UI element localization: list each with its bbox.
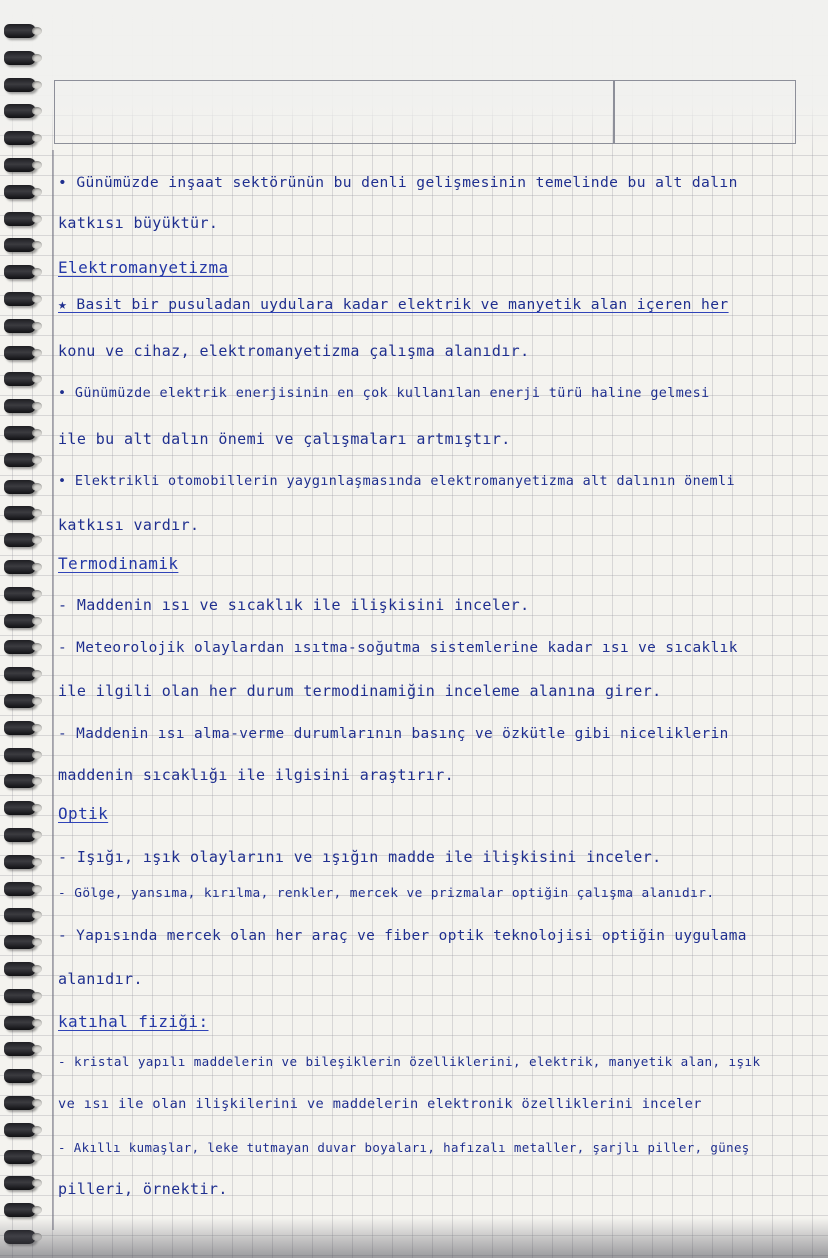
spiral-ring [4,721,36,735]
spiral-binding [0,0,48,1258]
spiral-ring [4,882,36,896]
note-line: konu ve cihaz, elektromanyetizma çalışma alanıdır. [58,342,530,360]
spiral-ring [4,640,36,654]
spiral-ring [4,426,36,440]
spiral-ring [4,506,36,520]
spiral-ring [4,372,36,386]
note-line: ile ilgili olan her durum termodinamiğin inceleme alanına girer. [58,682,662,700]
section-heading-optics: Optik [58,804,109,823]
spiral-ring [4,480,36,494]
note-line: ★ Basit bir pusuladan uydulara kadar elektrik ve manyetik alan içeren her [58,296,729,313]
spiral-ring [4,694,36,708]
spiral-ring [4,1123,36,1137]
spiral-ring [4,801,36,815]
note-line: ile bu alt dalın önemi ve çalışmaları artmıştır. [58,430,511,448]
spiral-ring [4,1150,36,1164]
spiral-ring [4,51,36,65]
spiral-ring [4,104,36,118]
spiral-ring [4,774,36,788]
spiral-ring [4,533,36,547]
spiral-ring [4,587,36,601]
note-line: - kristal yapılı maddelerin ve bileşiklerin özelliklerini, elektrik, manyetik alan, ışık [58,1054,761,1069]
section-heading-electromagnetism: Elektromanyetizma [58,258,229,277]
spiral-ring [4,667,36,681]
spiral-ring [4,614,36,628]
spiral-ring [4,962,36,976]
spiral-ring [4,1016,36,1030]
note-line: - Akıllı kumaşlar, leke tutmayan duvar boyaları, hafızalı metaller, şarjlı piller, güneş [58,1140,750,1155]
spiral-ring [4,265,36,279]
note-line: - Yapısında mercek olan her araç ve fiber optik teknolojisi optiğin uygulama [58,928,747,944]
note-line: • Günümüzde elektrik enerjisinin en çok kullanılan enerji türü haline gelmesi [58,386,710,401]
spiral-ring [4,292,36,306]
spiral-ring [4,453,36,467]
spiral-ring [4,319,36,333]
spiral-ring [4,238,36,252]
spiral-ring [4,989,36,1003]
spiral-ring [4,828,36,842]
spiral-ring [4,1096,36,1110]
note-line: maddenin sıcaklığı ile ilgisini araştırır. [58,766,455,784]
spiral-ring [4,908,36,922]
header-divider [613,81,615,143]
note-line: alanıdır. [58,970,143,988]
note-line: - Maddenin ısı alma-verme durumlarının basınç ve özkütle gibi niceliklerin [58,726,729,742]
spiral-ring [4,185,36,199]
spiral-ring [4,560,36,574]
note-line: ve ısı ile olan ilişkilerini ve maddelerin elektronik özelliklerini inceler [58,1096,702,1112]
spiral-ring [4,1203,36,1217]
spiral-ring [4,346,36,360]
note-line: katkısı vardır. [58,516,200,534]
note-line: katkısı büyüktür. [58,214,219,232]
spiral-ring [4,855,36,869]
note-line: • Elektrikli otomobillerin yaygınlaşmasında elektromanyetizma alt dalının önemli [58,474,735,489]
spiral-ring [4,935,36,949]
note-line: - Gölge, yansıma, kırılma, renkler, mercek ve prizmalar optiğin çalışma alanıdır. [58,886,715,901]
note-line: - Maddenin ısı ve sıcaklık ile ilişkisini inceler. [58,596,530,614]
spiral-ring [4,131,36,145]
note-line: • Günümüzde inşaat sektörünün bu denli gelişmesinin temelinde bu alt dalın [58,174,738,191]
section-heading-thermodynamics: Termodinamik [58,554,179,573]
spiral-ring [4,24,36,38]
note-line: pilleri, örnektir. [58,1180,228,1198]
note-line: - Işığı, ışık olaylarını ve ışığın madde ile ilişkisini inceler. [58,848,662,866]
spiral-ring [4,399,36,413]
page-bottom-shade [0,1218,828,1258]
section-heading-solid-state-physics: katıhal fiziği: [58,1012,209,1031]
spiral-ring [4,1042,36,1056]
spiral-ring [4,78,36,92]
spiral-ring [4,158,36,172]
header-box [54,80,796,144]
note-line: - Meteorolojik olaylardan ısıtma-soğutma sistemlerine kadar ısı ve sıcaklık [58,640,738,656]
spiral-ring [4,1069,36,1083]
spiral-ring [4,748,36,762]
spiral-ring [4,212,36,226]
spiral-ring [4,1176,36,1190]
margin-line [52,150,54,1230]
